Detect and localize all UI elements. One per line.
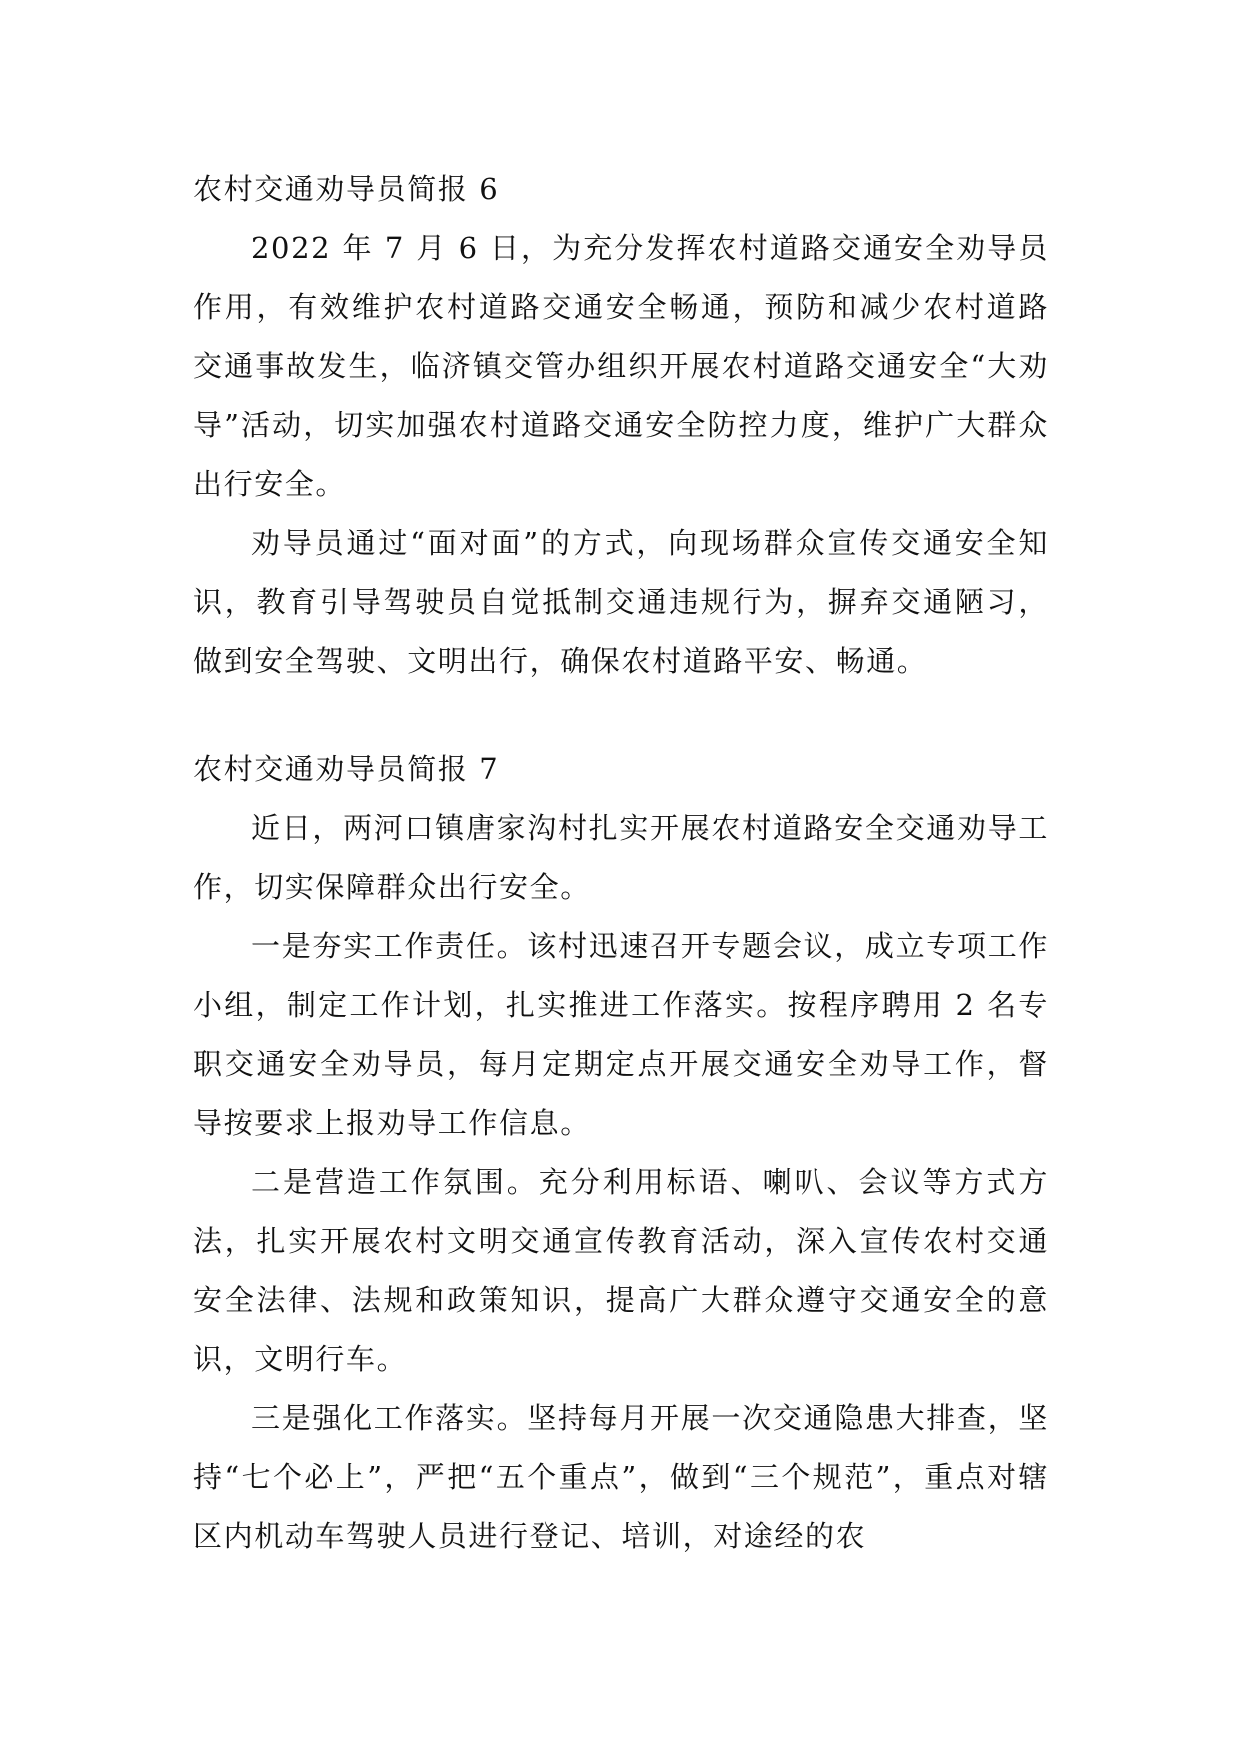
- paragraph: 2022 年 7 月 6 日，为充分发挥农村道路交通安全劝导员作用，有效维护农村道路交通安全畅通，预防和减少农村道路交通事故发生，临济镇交管办组织开展农村道路交通安全“大劝导”活动，切实加强农村道路交通安全防控力度，维护广大群众出行安全。: [193, 231, 1049, 501]
- paragraph: 三是强化工作落实。坚持每月开展一次交通隐患大排查，坚持“七个必上”，严把“五个重点”，做到“三个规范”，重点对辖区内机动车驾驶人员进行登记、培训，对途经的农: [193, 1401, 1049, 1553]
- paragraph: 近日，两河口镇唐家沟村扎实开展农村道路安全交通劝导工作，切实保障群众出行安全。: [193, 811, 1049, 904]
- briefing-section-6: [193, 160, 1049, 691]
- document-body: [193, 160, 1049, 1566]
- briefing-section-7: [193, 740, 1049, 1566]
- paragraph: 一是夯实工作责任。该村迅速召开专题会议，成立专项工作小组，制定工作计划，扎实推进工作落实。按程序聘用 2 名专职交通安全劝导员，每月定期定点开展交通安全劝导工作，督导按要求上报劝导工作信息。: [193, 929, 1049, 1140]
- section-title: 农村交通劝导员简报 7: [193, 752, 500, 786]
- section-title: 农村交通劝导员简报 6: [193, 172, 500, 206]
- paragraph: 二是营造工作氛围。充分利用标语、喇叭、会议等方式方法，扎实开展农村文明交通宣传教育活动，深入宣传农村交通安全法律、法规和政策知识，提高广大群众遵守交通安全的意识，文明行车。: [193, 1165, 1049, 1376]
- paragraph: 劝导员通过“面对面”的方式，向现场群众宣传交通安全知识，教育引导驾驶员自觉抵制交通违规行为，摒弃交通陋习，做到安全驾驶、文明出行，确保农村道路平安、畅通。: [193, 526, 1049, 678]
